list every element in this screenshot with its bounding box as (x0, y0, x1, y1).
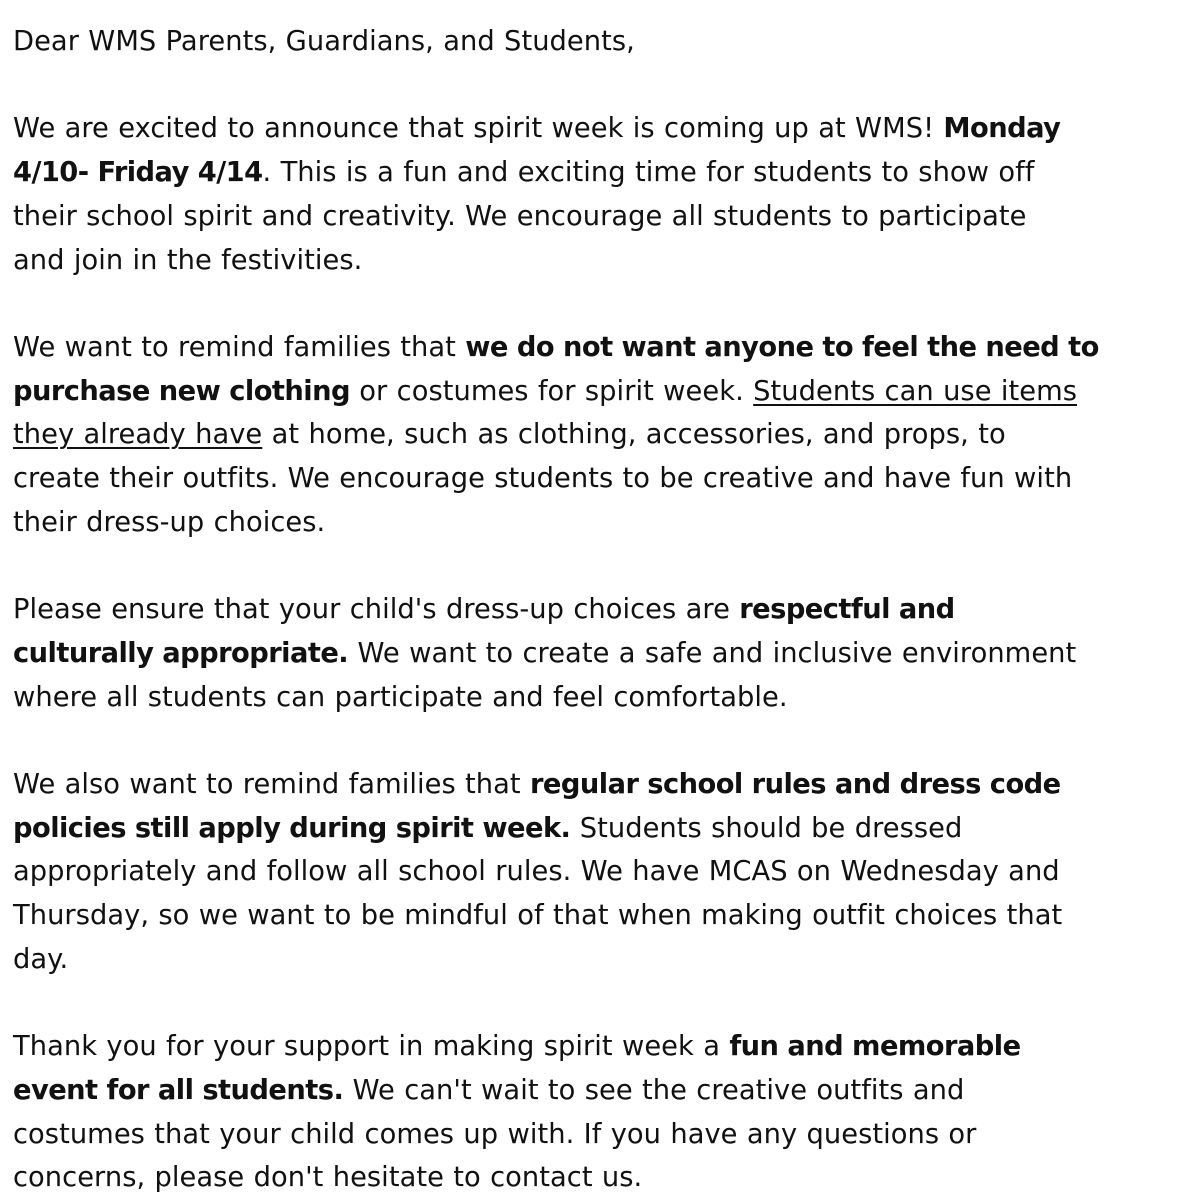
text-line (13, 632, 1195, 676)
text-line: their school spirit and creativity. We encourage all students to participate (13, 200, 1027, 232)
text-run: We want to create a safe and inclusive environment (348, 637, 1077, 669)
emphasis-bold: we do not want anyone to feel the need to (465, 331, 1099, 363)
text-line (13, 151, 1195, 195)
emphasis-underline: Students can use items (753, 375, 1078, 407)
salutation: Dear WMS Parents, Guardians, and Students, (13, 26, 635, 57)
emphasis-bold: fun and memorable (729, 1031, 1021, 1063)
text-line (13, 763, 1195, 807)
emphasis-bold: regular school rules and dress code (530, 768, 1061, 800)
paragraph-rules (13, 763, 1195, 982)
salutation-paragraph (13, 20, 1195, 64)
text-run: or costumes for spirit week. (349, 375, 754, 407)
text-run: We also want to remind families that (13, 768, 531, 800)
text-line (13, 807, 1195, 851)
text-line: day. (13, 943, 69, 975)
text-line (13, 107, 1195, 151)
text-line (13, 370, 1195, 414)
emphasis-bold: respectful and (739, 594, 955, 626)
text-line: where all students can participate and feel comfortable. (13, 681, 788, 713)
paragraph-clothing (13, 326, 1195, 545)
paragraph-thanks (13, 1025, 1195, 1200)
text-run: Students should be dressed (570, 812, 963, 844)
text-line: concerns, please don't hesitate to contact us. (13, 1162, 643, 1194)
text-run: Please ensure that your child's dress-up choices are (13, 594, 740, 626)
text-line: costumes that your child comes up with. If you have any questions or (13, 1118, 977, 1150)
text-line (13, 588, 1195, 632)
text-run: We can't wait to see the creative outfits and (343, 1074, 965, 1106)
paragraph-announcement (13, 107, 1195, 282)
text-line: appropriately and follow all school rules. We have MCAS on Wednesday and (13, 856, 1060, 888)
text-run: Thank you for your support in making spirit week a (13, 1031, 730, 1063)
text-run: at home, such as clothing, accessories, and props, to (262, 419, 1006, 451)
letter-body (13, 20, 1195, 1200)
emphasis-bold: culturally appropriate. (13, 637, 349, 669)
text-line: Thursday, so we want to be mindful of that when making outfit choices that (13, 900, 1063, 931)
text-line (13, 1069, 1195, 1113)
emphasis-underline: they already have (13, 419, 263, 451)
text-run: . This is a fun and exciting time for students to show off (262, 157, 1035, 189)
paragraph-respect (13, 588, 1195, 719)
date-range-bold: 4/10- Friday 4/14 (13, 157, 263, 189)
text-line: their dress-up choices. (13, 506, 326, 538)
emphasis-bold: purchase new clothing (13, 375, 350, 407)
text-line (13, 326, 1195, 370)
emphasis-bold: event for all students. (13, 1074, 344, 1106)
emphasis-bold: policies still apply during spirit week. (13, 812, 571, 844)
text-run: We are excited to announce that spirit week is coming up at WMS! (13, 113, 944, 145)
text-line: create their outfits. We encourage students to be creative and have fun with (13, 463, 1073, 494)
text-run: We want to remind families that (13, 331, 466, 363)
date-range-bold: Monday (943, 113, 1061, 145)
text-line: and join in the festivities. (13, 244, 363, 276)
text-line (13, 1025, 1195, 1069)
text-line (13, 413, 1195, 457)
